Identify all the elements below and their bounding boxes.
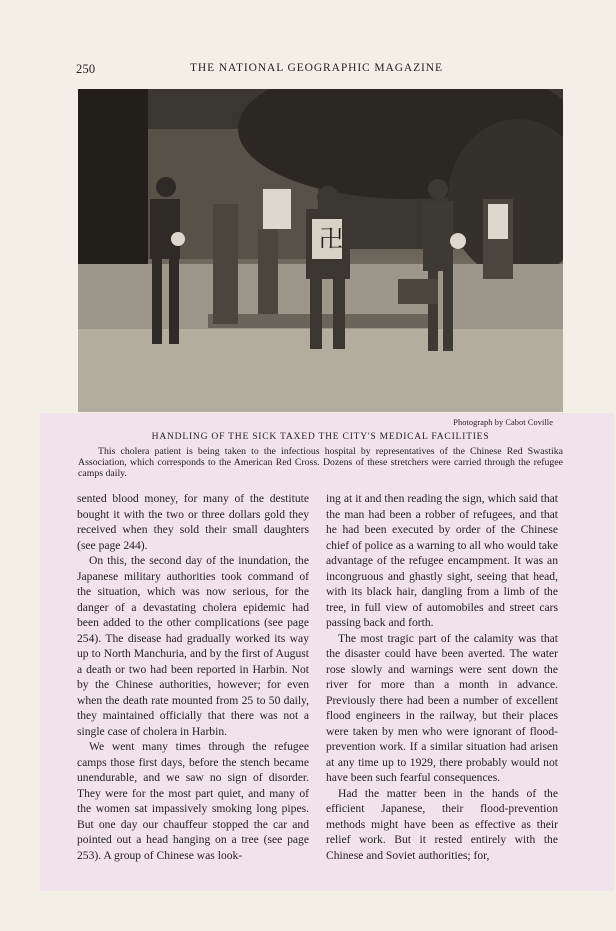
text-column-right bbox=[326, 491, 558, 863]
page-number: 250 bbox=[76, 62, 96, 76]
svg-text:卍: 卍 bbox=[319, 225, 343, 253]
text-column-left bbox=[77, 491, 309, 863]
caption-title: HANDLING OF THE SICK TAXED THE CITY'S MEDICAL FACILITIES bbox=[151, 431, 490, 442]
running-head: THE NATIONAL GEOGRAPHIC MAGAZINE bbox=[190, 62, 443, 74]
photograph bbox=[78, 89, 563, 412]
paragraph: The most tragic part of the calamity was that the disaster could have been averted. The water rose slowly and warnings were sent down the river for more than a month in advance. Previously there had been a number of excellent flood engineers in the railway, but their places were taken by men who were ignorant of flood-prevention work. If a similar situation had arisen at any time up to 1929, there probably would not have been such fearful consequences. bbox=[326, 631, 558, 784]
paragraph: On this, the second day of the inundation, the Japanese military authorities took command of the situation, which was now serious, for the danger of a devastating cholera epidemic had been added to the other complications (see page 254). The disease had gradually worked its way up to North Manchuria, and by the first of August a death or two had been reported in Harbin. Not by the Chinese authorities, however; for even when the death rate mounted from 25 to 50 daily, they maintained officially that there was not a single case of cholera in Harbin. bbox=[77, 554, 309, 738]
paragraph: sented blood money, for many of the destitute bought it with the two or three dollars gold they received when they sold their small daughters (see page 244). bbox=[77, 492, 309, 552]
photo-credit: Photograph by Cabot Coville bbox=[453, 418, 553, 427]
paragraph: ing at it and then reading the sign, which said that the man had been a robber of refugees, and that he had been executed by order of the Chinese chief of police as a warning to all who would take advantage of the refugee encampment. It was an incongruous and ghastly sight, seeing that head, with its black hair, dangling from a limb of the tree, in full view of automobiles and street cars passing back and forth. bbox=[326, 492, 558, 629]
paragraph: We went many times through the refugee camps those first days, before the stench became unendurable, and we saw no sign of disorder. They were for the most part quiet, and many of the women sat impassively smoking long pipes. But one day our chauffeur stopped the car and pointed out a head hanging on a tree (see page 253). A group of Chinese was look- bbox=[77, 740, 309, 862]
caption-body: This cholera patient is being taken to the infectious hospital by representatives of the Chinese Red Swastika Association, which corresponds to the American Red Cross. Dozens of these stretchers were carried through the refugee camps daily. bbox=[78, 446, 563, 480]
paragraph: Had the matter been in the hands of the efficient Japanese, their flood-prevention methods might have been as effective as their relief work. But it rested entirely with the Chinese and Soviet authorities; for, bbox=[326, 786, 558, 862]
